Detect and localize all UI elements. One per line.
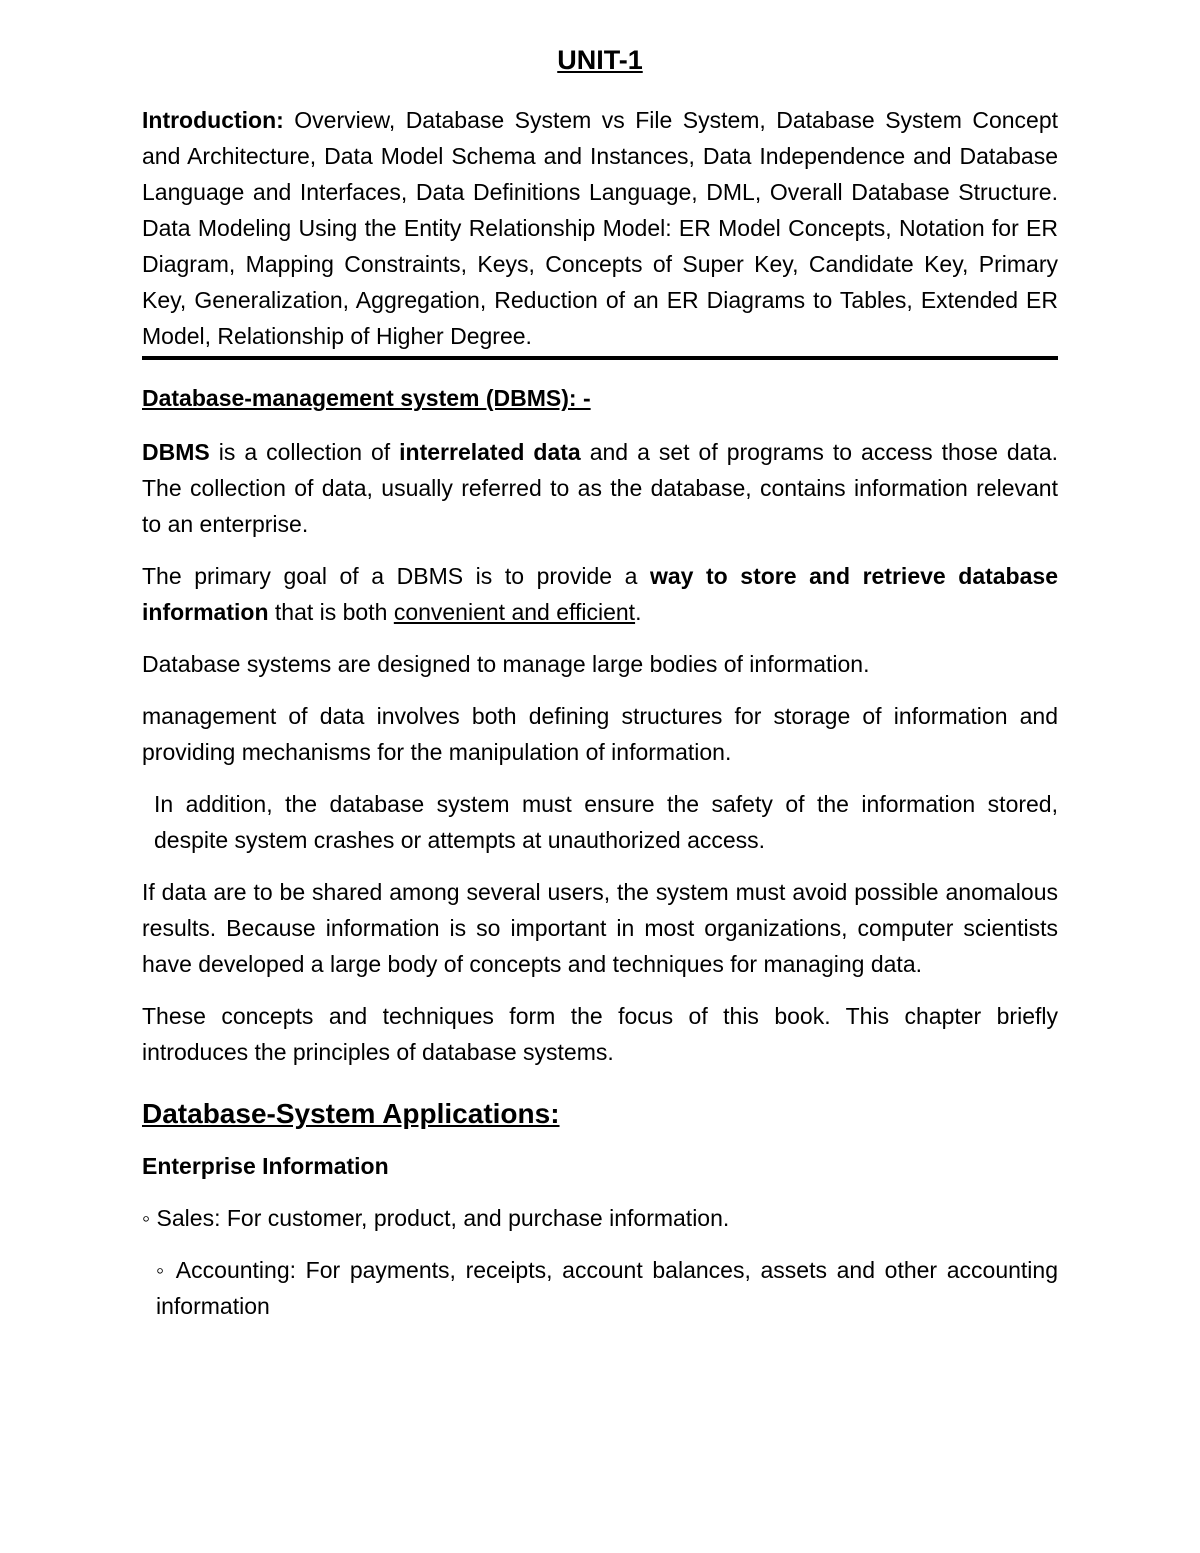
convenient-efficient-term: convenient and efficient xyxy=(393,599,636,625)
primary-goal-paragraph xyxy=(142,558,1058,630)
management-of-data-paragraph: management of data involves both defining structures for storage of information and providing mechanisms for the manipulation of information. xyxy=(142,703,1058,765)
text-run: is a collection of xyxy=(209,439,400,465)
interrelated-data-term: interrelated data xyxy=(399,439,581,465)
manage-large-bodies-paragraph: Database systems are designed to manage large bodies of information. xyxy=(142,651,870,677)
store-retrieve-term: way to store and retrieve database information xyxy=(142,563,1058,625)
dbms-heading: Database-management system (DBMS): - xyxy=(142,385,591,411)
list-item-accounting: ◦ Accounting: For payments, receipts, account balances, assets and other accounting information xyxy=(156,1257,1058,1319)
enterprise-heading: Enterprise Information xyxy=(142,1153,389,1179)
text-run: The primary goal of a DBMS is to provide a xyxy=(142,563,650,589)
text-run: and a set of programs to access those data. The collection of data, usually referred to as the database, contains information relevant to an enterprise. xyxy=(142,439,1059,537)
unit-title: UNIT-1 xyxy=(557,45,643,75)
book-focus-paragraph: These concepts and techniques form the focus of this book. This chapter briefly introduces the principles of database systems. xyxy=(142,1003,1058,1065)
dbms-definition-paragraph xyxy=(142,434,1058,542)
intro-label: Introduction: xyxy=(142,107,284,133)
document-content xyxy=(142,38,1058,1340)
text-run: that is both xyxy=(268,599,394,625)
text-run: . xyxy=(635,599,642,625)
list-item-sales: ◦ Sales: For customer, product, and purchase information. xyxy=(142,1205,730,1231)
dbms-term: DBMS xyxy=(142,439,210,465)
applications-heading: Database-System Applications: xyxy=(142,1098,560,1129)
intro-text: Overview, Database System vs File System, Database System Concept and Architecture, Data Model Schema and Instances, Data Independence and Database Language and Interfaces, Data Definitions Language, DML, Overall Database Structure. Data Modeling Using the Entity Relationship Model: ER Model Concepts, Notation for ER Diagram, Mapping Constraints, Keys, Concepts of Super Key, Candidate Key, Primary Key, Generalization, Aggregation, Reduction of an ER Diagrams to Tables, Extended ER Model, Relationship of Higher Degree. xyxy=(142,107,1058,349)
intro-paragraph xyxy=(142,102,1058,360)
shared-data-paragraph: If data are to be shared among several users, the system must avoid possible anomalous results. Because information is so important in most organizations, computer scientists have developed a large body of concepts and techniques for managing data. xyxy=(142,879,1058,977)
safety-paragraph: In addition, the database system must ensure the safety of the information stored, despite system crashes or attempts at unauthorized access. xyxy=(154,791,1058,853)
